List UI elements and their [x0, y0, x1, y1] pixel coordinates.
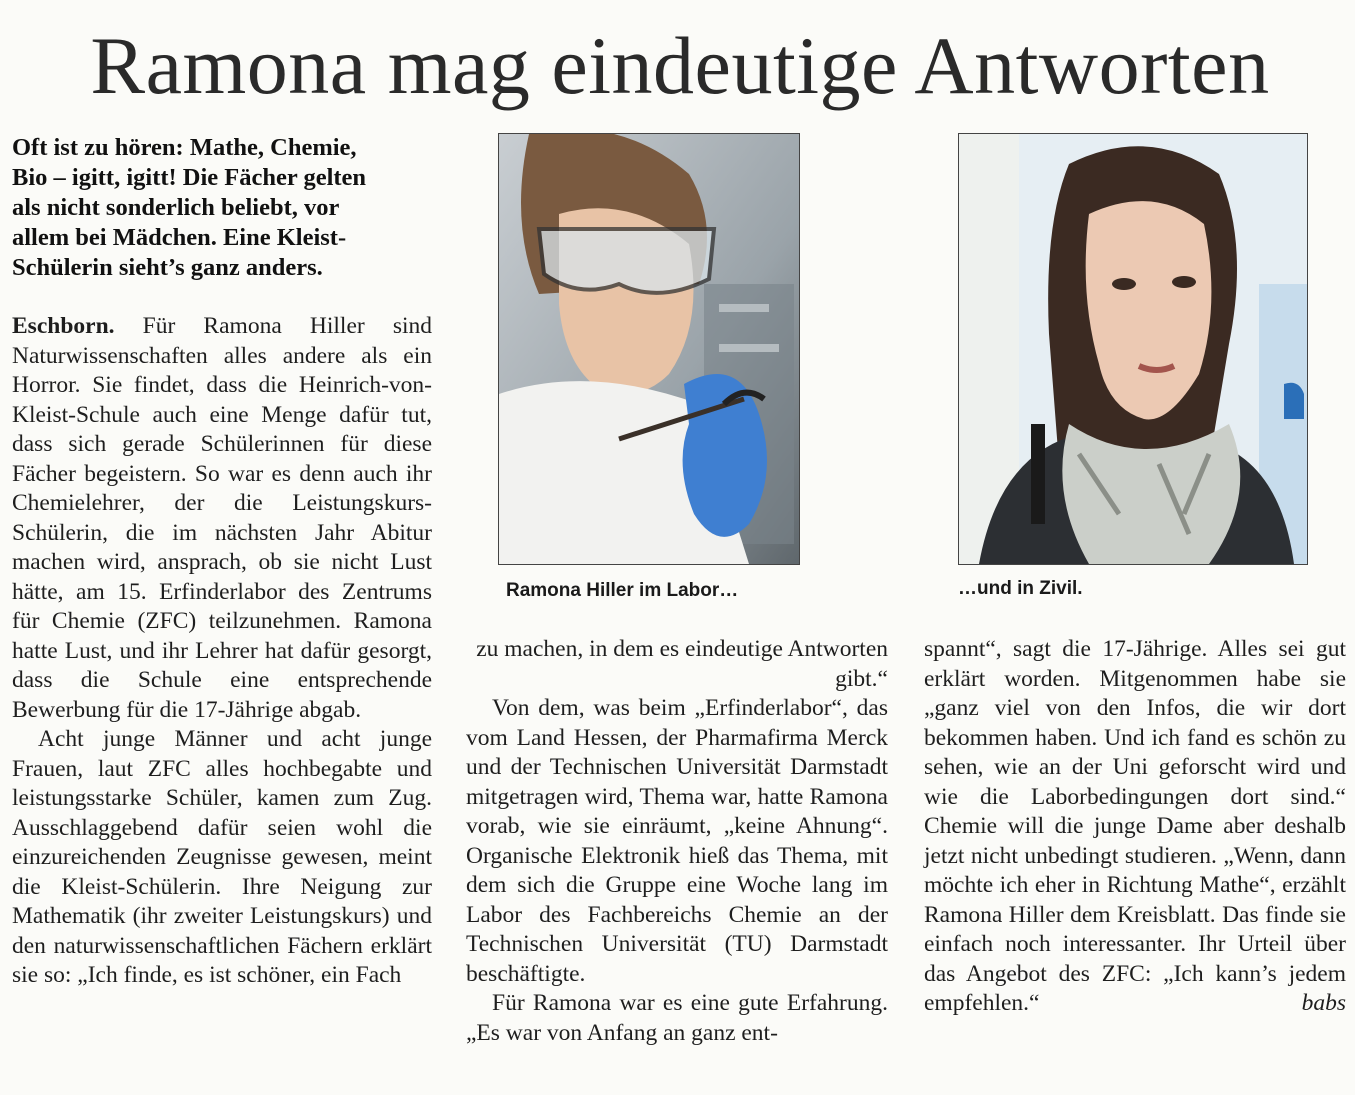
headline: Ramona mag eindeutige Antworten: [90, 20, 1270, 111]
column-1: [12, 312, 432, 991]
lab-photo-image: [499, 134, 799, 564]
column-2: [466, 635, 888, 1048]
lead-paragraph: [12, 133, 392, 283]
portrait-photo: [958, 133, 1308, 565]
paragraph: Acht junge Männer und acht junge Frauen, laut ZFC alles hochbegabte und leistungsstarke Schüler, kamen zum Zug. Ausschlaggebend dafür seien wohl die einzureichenden Zeugnisse gewesen, meint die Kleist-Schülerin. Ihre Neigung zur Mathematik (ihr zweiter Leistungskurs) und den naturwissenschaftlichen Fächern erklärt sie so: „Ich finde, es ist schöner, ein Fach: [12, 726, 432, 988]
paragraph: [12, 312, 432, 725]
portrait-photo-image: [959, 134, 1307, 564]
paragraph: zu machen, in dem es eindeutige Antworten gibt.“: [476, 636, 888, 692]
paragraph-text: Für Ramona Hiller sind Naturwissenschaften alles andere als ein Horror. Sie findet, dass die Heinrich-von-Kleist-Schule auch eine Menge dafür tut, dass sich gerade Schülerinnen für diese Fächer begeistern. So war es denn auch ihr Chemielehrer, der die Leistungskurs-Schülerin, die im nächsten Jahr Abitur machen wird, ansprach, ob sie nicht Lust hätte, am 15. Erfinderlabor des Zentrums für Chemie (ZFC) teilzunehmen. Ramona hatte Lust, und ihr Lehrer hat dafür gesorgt, dass die Schule eine entsprechende Bewerbung für die 17-Jährige abgab.: [12, 313, 433, 723]
lead-text: Oft ist zu hören: Mathe, Chemie, Bio – igitt, igitt! Die Fächer gelten als nicht sonderlich beliebt, vor allem bei Mädchen. Eine Kleist-Schülerin sieht’s ganz anders.: [12, 134, 367, 281]
paragraph: Von dem, was beim „Erfinderlabor“, das vom Land Hessen, der Pharmafirma Merck und der Technischen Universität Darmstadt mitgetragen wird, Thema war, hatte Ramona vorab, wie sie einräumt, „keine Ahnung“. Organische Elektronik hieß das Thema, mit dem sich die Gruppe eine Woche lang im Labor des Fachbereichs Chemie an der Technischen Universität (TU) Darmstadt beschäftigte.: [466, 695, 888, 987]
photo-caption-lab: Ramona Hiller im Labor…: [506, 580, 739, 601]
author-signature: babs: [1301, 990, 1346, 1016]
lab-photo: [498, 133, 800, 565]
paragraph-text: spannt“, sagt die 17-Jährige. Alles sei gut erklärt worden. Mitgenommen habe sie „ganz viel von den Infos, die wir dort bekommen haben. Und ich fand es schön zu sehen, wie an der Uni geforscht wird und wie die Laborbedingungen dort sind.“ Chemie will die junge Dame aber deshalb jetzt nicht unbedingt studieren. „Wenn, dann möchte ich eher in Richtung Mathe“, erzählt Ramona Hiller dem Kreisblatt. Das finde sie einfach noch interessanter. Ihr Urteil über das Angebot des ZFC: „Ich kann’s jedem empfehlen.“: [924, 636, 1346, 1016]
paragraph: Für Ramona war es eine gute Erfahrung. „Es war von Anfang an ganz ent-: [466, 990, 888, 1046]
paragraph: [924, 635, 1346, 1019]
dateline: Eschborn.: [12, 313, 115, 339]
column-3: [924, 635, 1346, 1019]
photo-caption-portrait: …und in Zivil.: [958, 578, 1083, 599]
